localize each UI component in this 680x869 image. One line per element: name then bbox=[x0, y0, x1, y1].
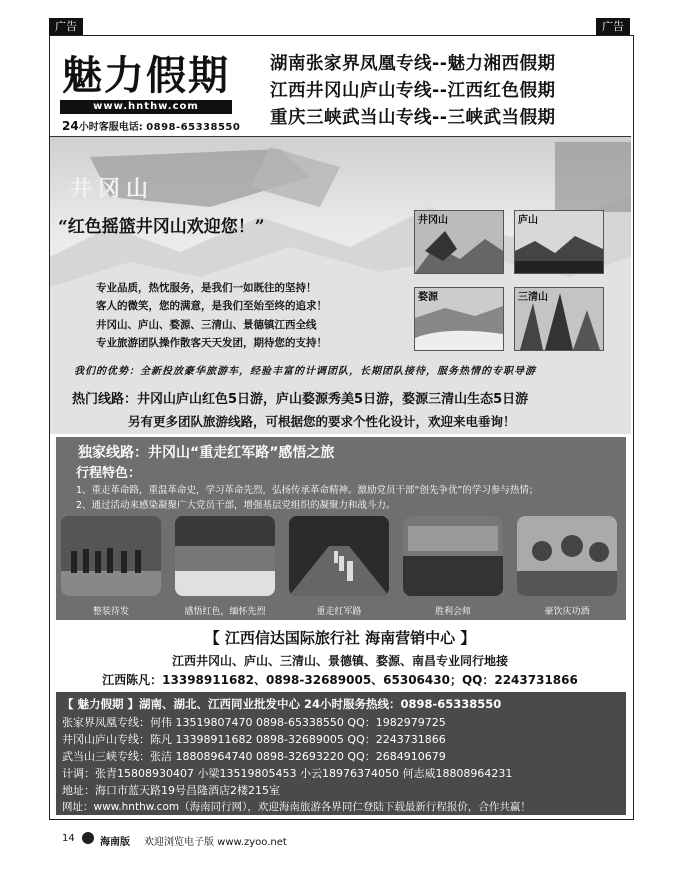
slogan: “红色摇篮井冈山欢迎您！” bbox=[58, 217, 265, 237]
thumb-label-lushan: 庐山 bbox=[518, 215, 538, 226]
route-jiangxi: 江西井冈山庐山专线--江西红色假期 bbox=[270, 81, 556, 101]
agency-line-1: 江西井冈山、庐山、三清山、景德镇、婺源、南昌专业同行地接 bbox=[171, 654, 508, 668]
hotline-prefix: 24 bbox=[62, 119, 79, 133]
feature-item-2: 2、通过活动来感染凝聚广大党员干部，增强基层党组织的凝聚力和战斗力。 bbox=[76, 500, 396, 511]
contact-zhangjiajie: 张家界凤凰专线：何伟 13519807470 0898-65338550 QQ：1982979725 bbox=[62, 716, 446, 729]
photo-reunion bbox=[403, 516, 503, 596]
brand-logo: 魅力假期 bbox=[62, 52, 230, 99]
publication-logo-icon bbox=[82, 832, 94, 844]
hotline bbox=[62, 118, 240, 133]
intro-line-1: 专业品质，热忱服务，是我们一如既往的坚持！ bbox=[96, 282, 317, 294]
thumb-label-wuyuan: 婺源 bbox=[418, 292, 438, 303]
intro-line-3: 井冈山、庐山、婺源、三清山、景德镇江西全线 bbox=[96, 319, 317, 331]
route-chongqing: 重庆三峡武当山专线--三峡武当假期 bbox=[270, 108, 556, 128]
edition-label: 海南版 bbox=[100, 837, 130, 848]
photo-memorial bbox=[175, 516, 275, 596]
brand-url[interactable]: www.hnthw.com bbox=[60, 100, 232, 114]
contact-jinggangshan: 井冈山庐山专线：陈凡 13398911682 0898-32689005 QQ：2243731866 bbox=[62, 733, 446, 746]
photo-march bbox=[289, 516, 389, 596]
contact-website[interactable]: 网址：www.hnthw.com（海南同行网），欢迎海南旅游各界同仁登陆下载最新行程报价，合作共赢！ bbox=[62, 801, 531, 813]
caption-ready: 整装待发 bbox=[92, 607, 129, 617]
caption-reunion: 胜利会师 bbox=[434, 607, 471, 617]
photo-toast bbox=[517, 516, 617, 596]
contact-wudang: 武当山三峡专线：张洁 18808964740 0898-32693220 QQ：2684910679 bbox=[62, 750, 446, 763]
ad-label-left: 广告 bbox=[49, 18, 83, 35]
contact-planners: 计调：张青15808930407 小梁13519805453 小云18976374050 何志威18808964231 bbox=[62, 767, 513, 780]
hot-routes: 热门线路：井冈山庐山红色5日游，庐山婺源秀美5日游，婺源三清山生态5日游 bbox=[72, 392, 529, 407]
watermark-title: 井冈山 bbox=[70, 176, 155, 202]
feature-item-1: 1、重走革命路，重温革命史，学习革命先烈，弘扬传承革命精神。激励党员干部“创先争优”的学习参与热情； bbox=[76, 485, 539, 496]
route-hunan: 湖南张家界凤凰专线--魅力湘西假期 bbox=[270, 54, 556, 74]
intro-line-2: 客人的微笑，您的满意，是我们至始至终的追求！ bbox=[96, 300, 327, 312]
contact-address: 地址：海口市蓝天路19号昌隆酒店2楼215室 bbox=[62, 784, 280, 797]
footer-text: 欢迎浏览电子版 www.zyoo.net bbox=[144, 837, 287, 848]
caption-memorial: 感悟红色，缅怀先烈 bbox=[184, 607, 266, 617]
thumb-label-sanqingshan: 三清山 bbox=[518, 292, 548, 303]
caption-toast: 豪饮庆功酒 bbox=[544, 607, 590, 617]
exclusive-title: 独家线路：井冈山“重走红军路”感悟之旅 bbox=[78, 445, 335, 461]
hotline-number: 0898-65338550 bbox=[146, 122, 241, 133]
ad-label-right: 广告 bbox=[596, 18, 630, 35]
agency-name: 【 江西信达国际旅行社 海南营销中心 】 bbox=[204, 629, 476, 647]
thumb-label-jinggangshan: 井冈山 bbox=[418, 215, 448, 226]
photo-ready bbox=[61, 516, 161, 596]
agency-line-2: 江西陈凡：13398911682、0898-32689005、65306430；QQ：2243731866 bbox=[102, 673, 578, 687]
features-title: 行程特色： bbox=[76, 466, 142, 481]
page-number: 14 bbox=[62, 833, 75, 844]
hotline-label: 小时客服电话: bbox=[78, 122, 143, 133]
advantage-line: 我们的优势：全新投放豪华旅游车，经验丰富的计调团队，长期团队接待，服务热情的专职导游 bbox=[74, 366, 536, 377]
intro-line-4: 专业旅游团队操作散客天天发团，期待您的支持！ bbox=[96, 337, 327, 349]
contact-title: 【 魅力假期 】湖南、湖北、江西同业批发中心 24小时服务热线：0898-65338550 bbox=[62, 697, 502, 711]
more-routes: 另有更多团队旅游线路，可根据您的要求个性化设计，欢迎来电垂询！ bbox=[128, 414, 516, 429]
caption-march: 重走红军路 bbox=[316, 607, 362, 617]
